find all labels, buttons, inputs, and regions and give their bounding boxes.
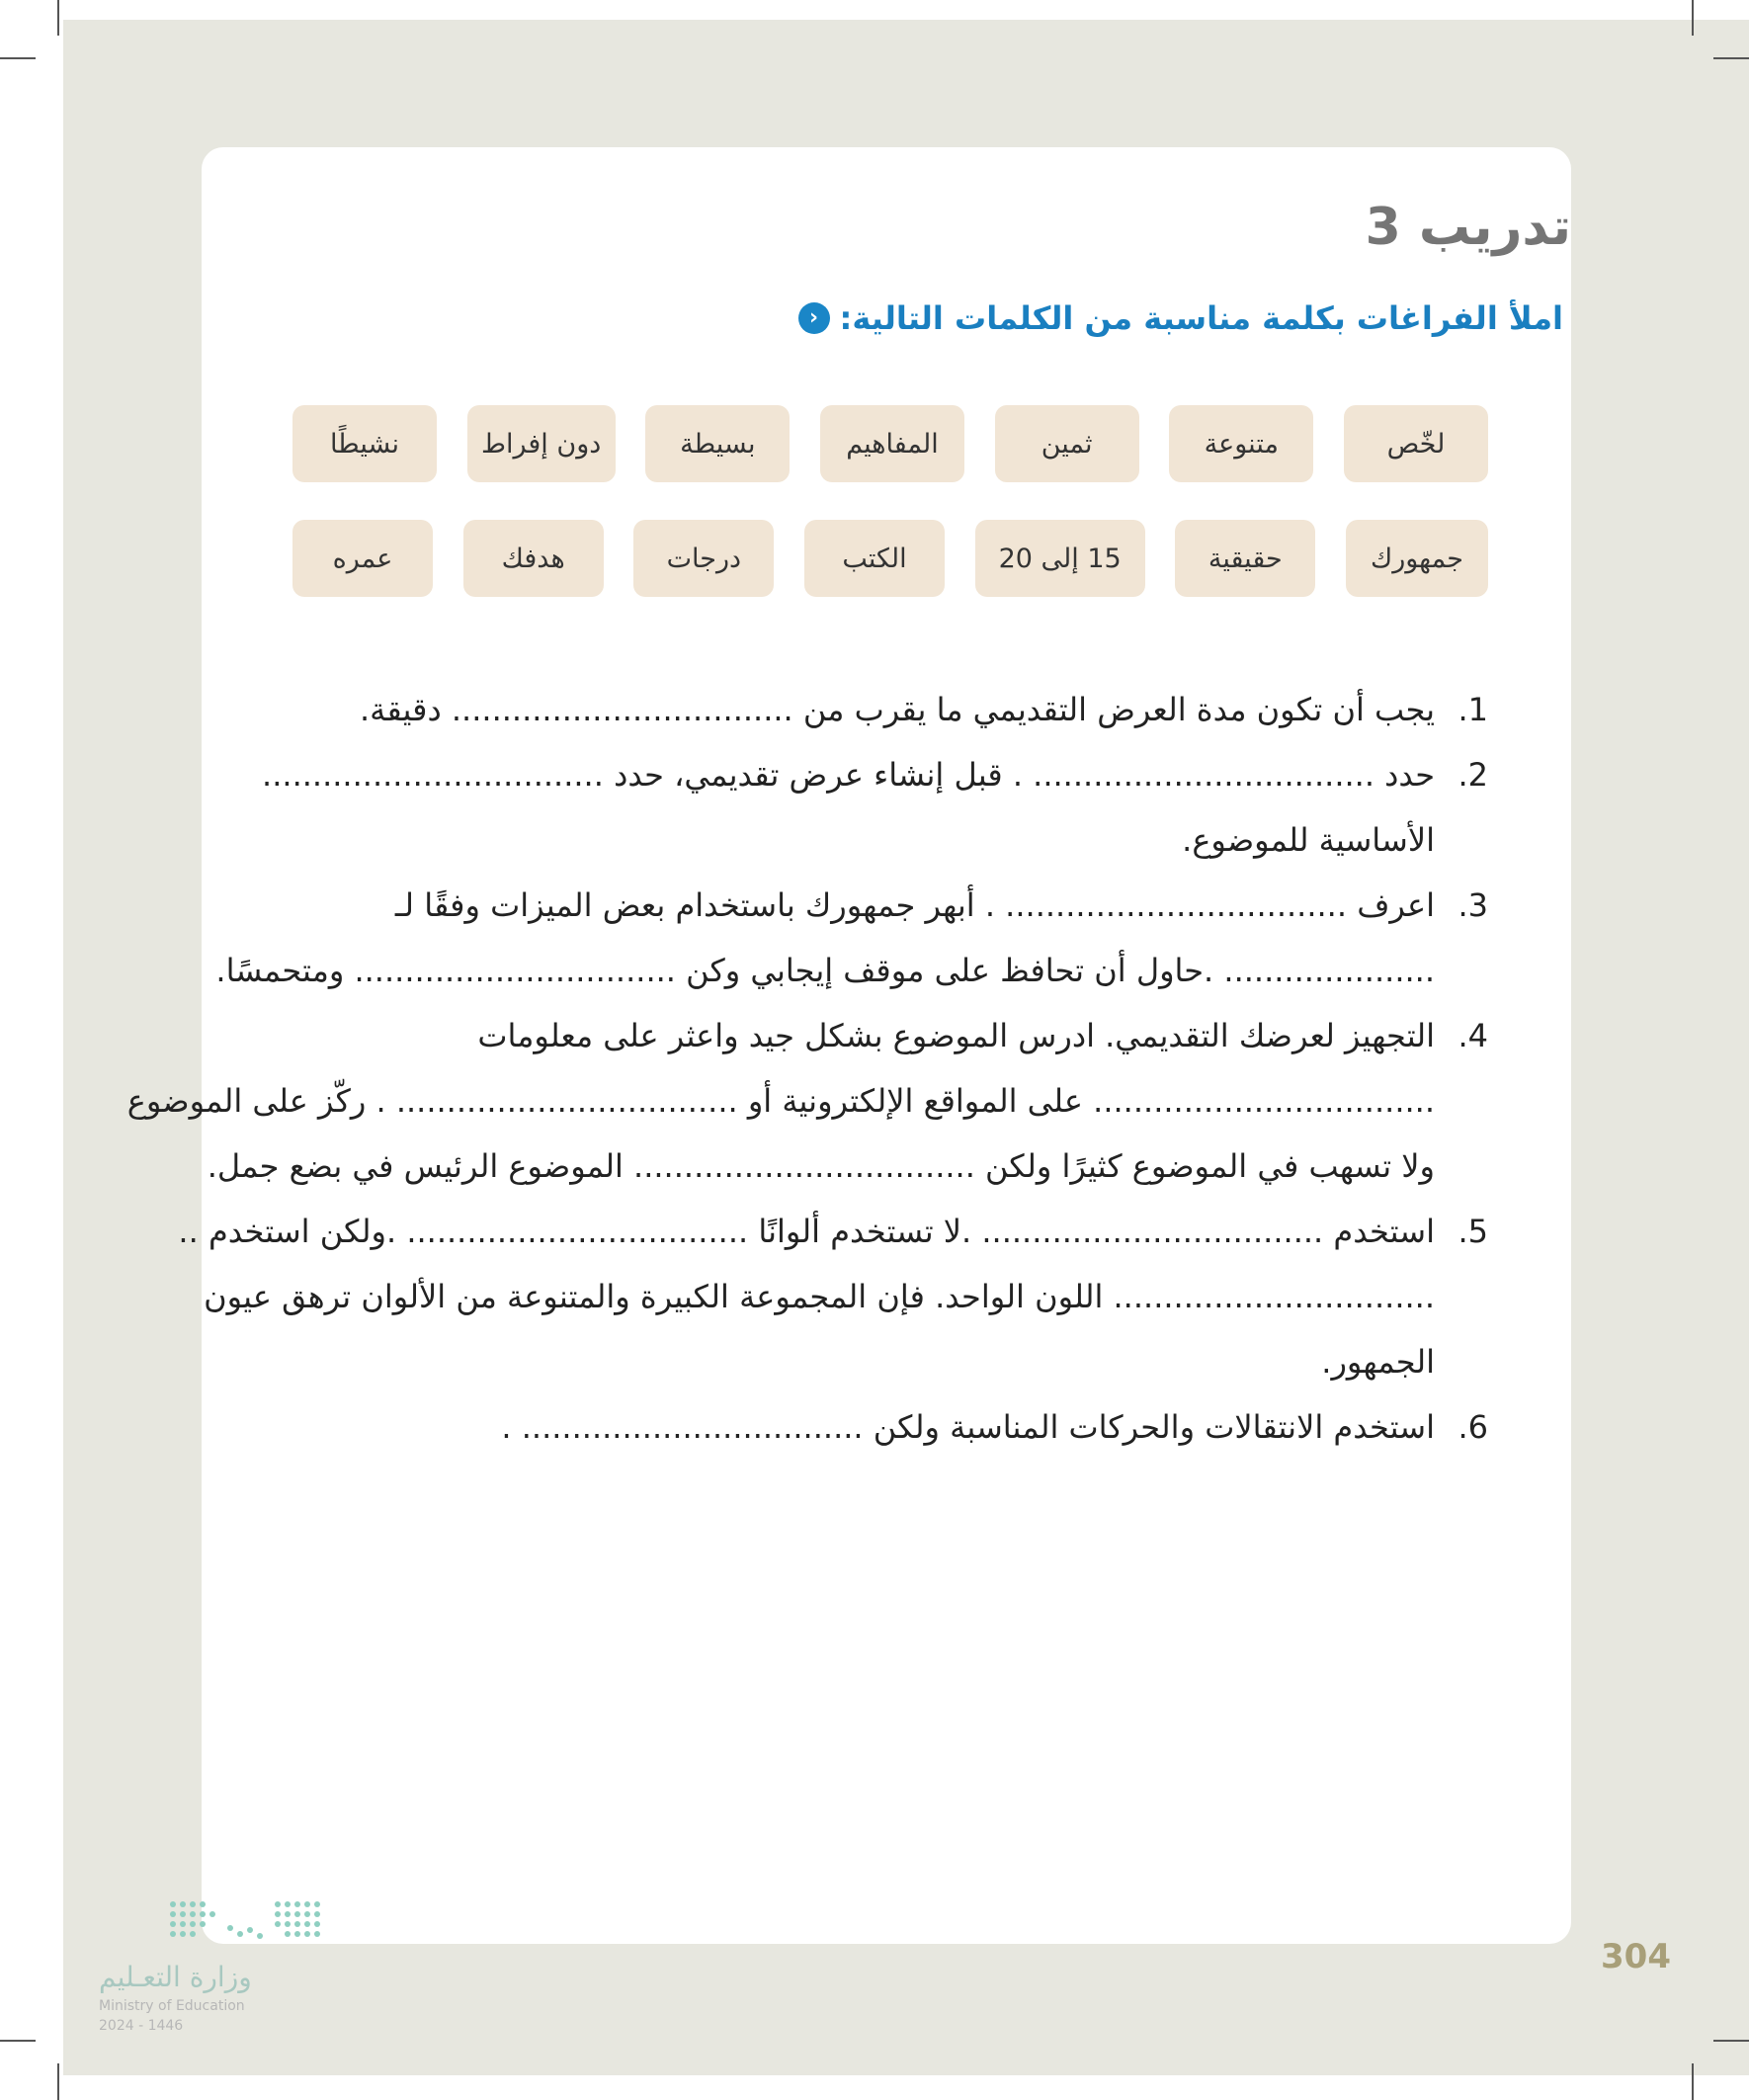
- question-line: حدد .................................. . قبل إنشاء عرض تقديمي، حدد ..................................: [262, 756, 1435, 794]
- word-bank-row-1: [292, 405, 1488, 482]
- question-line: استخدم .................................. .لا تستخدم ألوانًا .................................. .ولكن استخدم ..: [178, 1213, 1435, 1250]
- crop-mark: [1713, 57, 1749, 59]
- logo-arabic-text: وزارة التعـليم: [99, 1961, 252, 1993]
- question-item: [178, 1199, 1488, 1394]
- crop-mark: [0, 57, 36, 59]
- question-line: .................................. على المواقع الإلكترونية أو .................................. . ركّز على الموضوع: [126, 1082, 1435, 1120]
- question-number: 4.: [1458, 1017, 1488, 1054]
- question-line: الجمهور.: [1321, 1343, 1435, 1381]
- question-line: التجهيز لعرضك التقديمي. ادرس الموضوع بشكل جيد واعثر على معلومات: [477, 1017, 1435, 1054]
- question-number: 6.: [1458, 1408, 1488, 1446]
- question-line: اعرف .................................. . أبهر جمهورك باستخدام بعض الميزات وفقًا لـ: [394, 886, 1435, 924]
- logo-year: 2024 - 1446: [99, 2018, 184, 2034]
- crop-mark: [57, 2063, 59, 2100]
- word-chip: المفاهيم: [820, 405, 964, 482]
- logo-english-text: Ministry of Education: [99, 1998, 245, 2014]
- question-number: 1.: [1458, 691, 1488, 728]
- logo-mark-icon: [170, 1897, 324, 1943]
- word-chip: الكتب: [804, 520, 945, 597]
- question-line: ..................... .حاول أن تحافظ على موقف إيجابي وكن ................................ ومتحمسًا.: [215, 952, 1435, 989]
- page-title: تدريب 3: [1365, 198, 1571, 257]
- word-chip: جمهورك: [1346, 520, 1488, 597]
- question-number: 2.: [1458, 756, 1488, 794]
- crop-mark: [57, 0, 59, 36]
- question-line: يجب أن تكون مدة العرض التقديمي ما يقرب من .................................. دقيقة.: [359, 691, 1435, 728]
- instruction: [798, 299, 1563, 337]
- word-chip: نشيطًا: [292, 405, 437, 482]
- chevron-left-icon: ‹: [798, 302, 830, 334]
- question-line: ................................ اللون الواحد. فإن المجموعة الكبيرة والمتنوعة من الألوان ترهق عيون: [204, 1278, 1435, 1315]
- page-number: 304: [1601, 1937, 1671, 1976]
- question-number: 3.: [1458, 886, 1488, 924]
- ministry-logo: [99, 1897, 336, 2036]
- crop-mark: [0, 2040, 36, 2042]
- word-chip: درجات: [633, 520, 774, 597]
- crop-mark: [1692, 2063, 1694, 2100]
- word-chip: هدفك: [463, 520, 604, 597]
- instruction-text: املأ الفراغات بكلمة مناسبة من الكلمات التالية:: [839, 299, 1563, 337]
- question-list: [126, 677, 1488, 1460]
- question-line: استخدم الانتقالات والحركات المناسبة ولكن .................................. .: [501, 1408, 1435, 1446]
- word-chip: حقيقية: [1175, 520, 1315, 597]
- question-item: [126, 1003, 1488, 1199]
- question-number: 5.: [1458, 1213, 1488, 1250]
- word-chip: لخّص: [1344, 405, 1488, 482]
- word-bank-row-2: [292, 520, 1488, 597]
- word-chip: 15 إلى 20: [975, 520, 1145, 597]
- question-item: [292, 677, 1488, 742]
- question-line: ولا تسهب في الموضوع كثيرًا ولكن .................................. الموضوع الرئيس في بضع جمل.: [207, 1147, 1435, 1185]
- word-chip: ثمين: [995, 405, 1139, 482]
- word-chip: عمره: [292, 520, 433, 597]
- word-chip: بسيطة: [645, 405, 790, 482]
- crop-mark: [1713, 2040, 1749, 2042]
- word-chip: دون إفراط: [467, 405, 616, 482]
- word-chip: متنوعة: [1169, 405, 1313, 482]
- question-item: [262, 742, 1488, 873]
- crop-mark: [1692, 0, 1694, 36]
- question-item: [215, 873, 1488, 1003]
- question-line: الأساسية للموضوع.: [1182, 821, 1435, 859]
- question-item: [292, 1394, 1488, 1460]
